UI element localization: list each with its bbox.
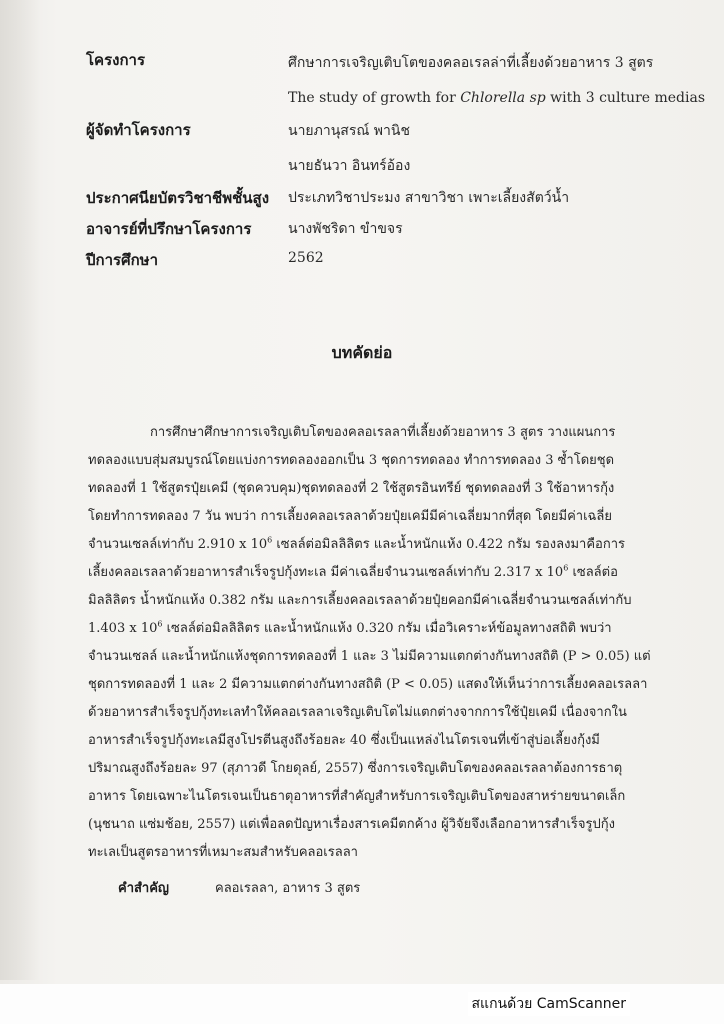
line-pre: เลี้ยงคลอเรลลาด้วยอาหารสำเร็จรูปกุ้งทะเล มีค่าเฉลี่ยจำนวนเซลล์เท่ากับ 2.317 x 10: [88, 565, 564, 580]
abstract-line: [88, 561, 636, 582]
line-post: เซลล์ต่อมิลลิลิตร และน้ำหนักแห้ง 0.320 กรัม เมื่อวิเคราะห์ข้อมูลทางสถิติ พบว่า: [162, 621, 612, 636]
abstract-line: มิลลิลิตร น้ำหนักแห้ง 0.382 กรัม และการเลี้ยงคลอเรลลาด้วยปุ๋ยคอกมีค่าเฉลี่ยจำนวนเซลล์เท่ากับ: [88, 593, 632, 608]
abstract-line: ทดลองแบบสุ่มสมบูรณ์โดยแบ่งการทดลองออกเป็น 3 ชุดการทดลอง ทำการทดลอง 3 ซ้ำโดยชุด: [88, 453, 615, 468]
value-diploma: ประเภทวิชาประมง สาขาวิชา เพาะเลี้ยงสัตว์น้ำ: [288, 190, 570, 206]
line-pre: จำนวนเซลล์เท่ากับ 2.910 x 10: [88, 537, 268, 552]
keywords-label: คำสำคัญ: [118, 881, 170, 896]
value-author-2: นายธันวา อินทร์อ้อง: [288, 158, 411, 174]
abstract-line: [88, 617, 636, 638]
superscript: 6: [157, 619, 163, 629]
value-academic-year: 2562: [288, 250, 324, 266]
abstract-heading: บทคัดย่อ: [331, 343, 393, 362]
abstract-line: ทะเลเป็นสูตรอาหารที่เหมาะสมสำหรับคลอเรลลา: [88, 845, 358, 860]
scan-shadow: [0, 0, 40, 980]
abstract-line: จำนวนเซลล์ และน้ำหนักแห้งชุดการทดลองที่ 1 และ 3 ไม่มีความแตกต่างกันทางสถิติ (P > 0.05) แต่: [88, 649, 651, 664]
superscript: 6: [563, 563, 569, 573]
title-en-prefix: The study of growth for: [288, 90, 461, 106]
abstract-line: การศึกษาศึกษาการเจริญเติบโตของคลอเรลลาที่เลี้ยงด้วยอาหาร 3 สูตร วางแผนการ: [150, 425, 616, 440]
label-diploma: ประกาศนียบัตรวิชาชีพชั้นสูง: [86, 189, 270, 207]
title-en-suffix: with 3 culture medias: [545, 90, 706, 106]
line-pre: 1.403 x 10: [88, 621, 158, 636]
value-project-title-th: ศึกษาการเจริญเติบโตของคลอเรลล่าที่เลี้ยงด้วยอาหาร 3 สูตร: [288, 55, 654, 71]
abstract-line: ด้วยอาหารสำเร็จรูปกุ้งทะเลทำให้คลอเรลลาเจริญเติบโตไม่แตกต่างจากการใช้ปุ๋ยเคมี เนื่องจากใน: [88, 705, 627, 720]
abstract-line: [88, 533, 636, 554]
line-post: เซลล์ต่อมิลลิลิตร และน้ำหนักแห้ง 0.422 กรัม รองลงมาคือการ: [272, 537, 625, 552]
abstract-line: อาหารสำเร็จรูปกุ้งทะเลมีสูงโปรตีนสูงถึงร้อยละ 40 ซึ่งเป็นแหล่งไนโตรเจนที่เข้าสู่บ่อเลี้ยงกุ้งมี: [88, 733, 600, 748]
label-authors: ผู้จัดทำโครงการ: [86, 121, 191, 139]
label-advisor: อาจารย์ที่ปรึกษาโครงการ: [86, 220, 252, 238]
keywords-value: คลอเรลลา, อาหาร 3 สูตร: [215, 881, 361, 896]
value-author-1: นายภานุสรณ์ พานิช: [288, 123, 410, 139]
abstract-line: อาหาร โดยเฉพาะไนโตรเจนเป็นธาตุอาหารที่สำคัญสำหรับการเจริญเติบโตของสาหร่ายขนาดเล็ก: [88, 789, 626, 804]
abstract-line: ทดลองที่ 1 ใช้สูตรปุ๋ยเคมี (ชุดควบคุม)ชุดทดลองที่ 2 ใช้สูตรอินทรีย์ ชุดทดลองที่ 3 ใช้อาหารกุ้ง: [88, 481, 615, 496]
abstract-line: ชุดการทดลองที่ 1 และ 2 มีความแตกต่างกันทางสถิติ (P < 0.05) แสดงให้เห็นว่าการเลี้ยงคลอเรลลา: [88, 677, 648, 692]
label-project: โครงการ: [86, 51, 146, 69]
abstract-line: ปริมาณสูงถึงร้อยละ 97 (สุภาวดี โกยดุลย์, 2557) ซึ่งการเจริญเติบโตของคลอเรลลาต้องการธาตุ: [88, 761, 623, 776]
abstract-line: (นุชนาถ แซ่มช้อย, 2557) แต่เพื่อลดปัญหาเรื่องสารเคมีตกค้าง ผู้วิจัยจึงเลือกอาหารสำเร็จรูปกุ้ง: [88, 817, 615, 832]
label-academic-year: ปีการศึกษา: [86, 251, 158, 269]
value-advisor: นางพัชริดา ขำขจร: [288, 221, 403, 237]
line-post: เซลล์ต่อ: [568, 565, 618, 580]
superscript: 6: [267, 535, 273, 545]
title-en-species: Chlorella sp: [460, 90, 546, 106]
value-project-title-en: [288, 90, 705, 106]
camscanner-watermark: สแกนด้วย CamScanner: [468, 992, 631, 1016]
abstract-line: โดยทำการทดลอง 7 วัน พบว่า การเลี้ยงคลอเรลลาด้วยปุ๋ยเคมีมีค่าเฉลี่ยมากที่สุด โดยมีค่าเฉลี่ย: [88, 509, 612, 524]
